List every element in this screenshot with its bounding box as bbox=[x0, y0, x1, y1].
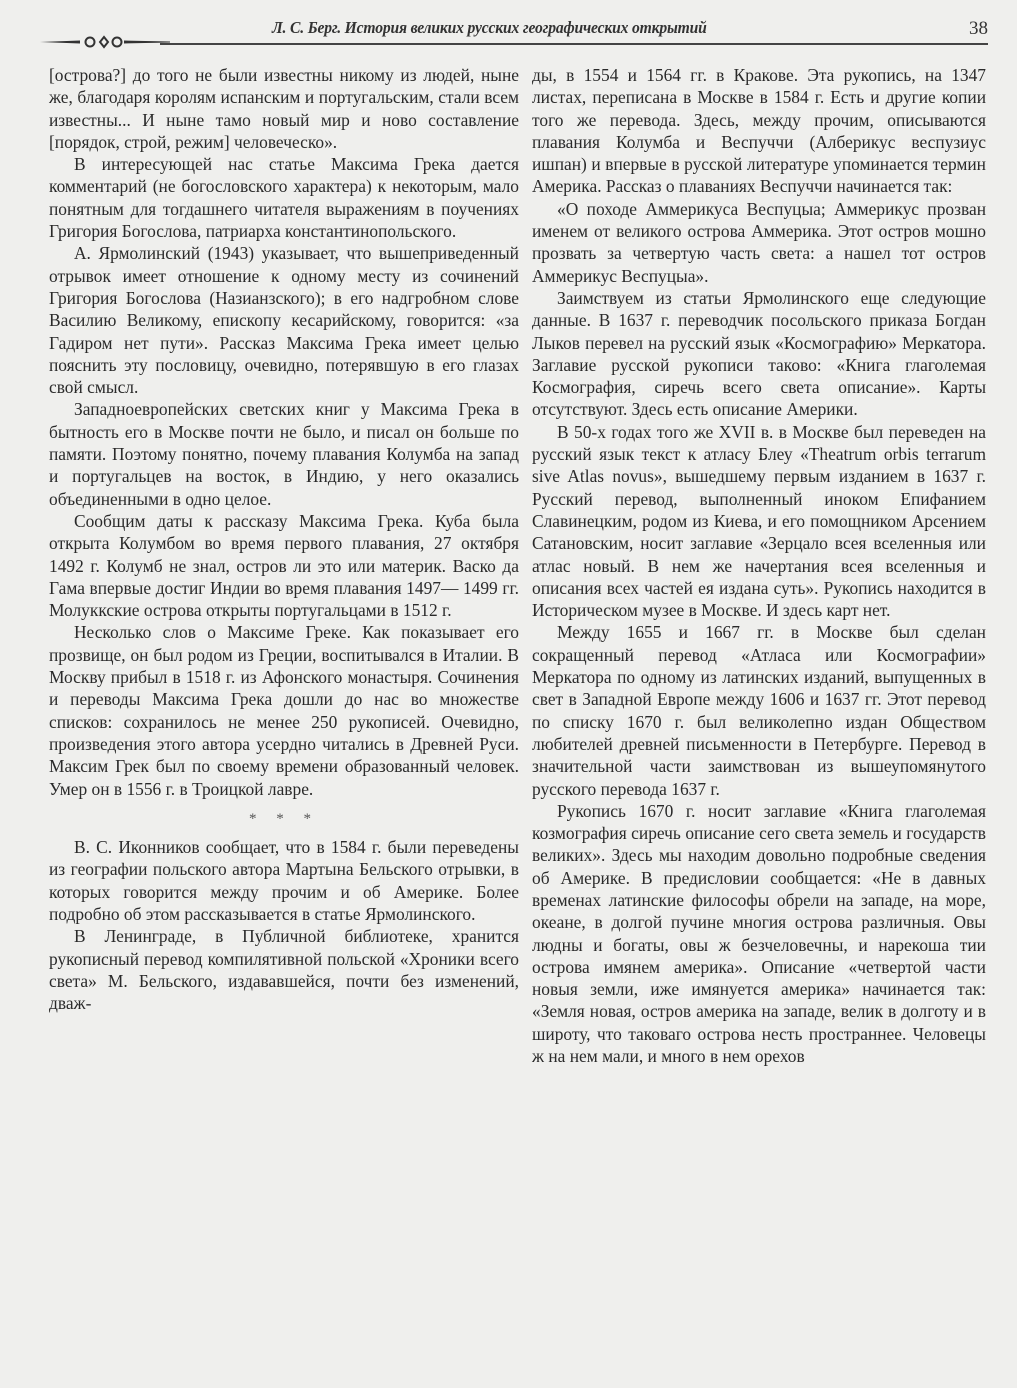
section-separator: * * * bbox=[249, 810, 319, 827]
page-header bbox=[40, 16, 988, 46]
paragraph: В. С. Иконников сообщает, что в 1584 г. были переведены из географии польского автора Мартына Бельского отрывки, в которых говорится между прочим и об Америке. Более подробно об этом рассказывается в статье Ярмолинского. bbox=[49, 837, 519, 924]
paragraph: ды, в 1554 и 1564 гг. в Кракове. Эта рукопись, на 1347 листах, переписана в Москве в 1584 г. Есть и другие копии того же перевода. Здесь, между прочим, описываются плавания Колумба и Веспуччи (Алберикус веспузиус ишпан) и впервые в русской литературе упоминается термин Америка. Рассказ о плаваниях Веспуччи начинается так: bbox=[532, 65, 986, 197]
left-column bbox=[49, 64, 519, 1014]
decorative-ornament-icon bbox=[40, 35, 170, 49]
paragraph: Между 1655 и 1667 гг. в Москве был сделан сокращенный перевод «Атласа или Космографии» Меркатора по одному из латинских изданий, выпущенных в свет в Западной Европе между 1606 и 1637 гг. Этот перевод по списку 1670 г. был великолепно издан Обществом любителей древней письменности в Петербурге. Перевод в значительной части заимствован из вышеупомянутого русского перевода 1637 г. bbox=[532, 622, 986, 799]
paragraph: [острова?] до того не были известны никому из людей, ныне же, благодаря королям испанским и португальским, стали всем известны... И ныне тамо новый мир и ново составление [порядок, строй, режим] человеческо». bbox=[49, 65, 519, 152]
paragraph: Западноевропейских светских книг у Максима Грека в бытность его в Москве почти не было, и писал он больше по памяти. Поэтому понятно, почему плавания Колумба на запад и португальцев на восток, в Индию, у него оказались объединенными в одно целое. bbox=[49, 399, 519, 509]
paragraph: Рукопись 1670 г. носит заглавие «Книга глаголемая козмография сиречь описание сего света земель и государств великих». Здесь мы находим довольно подробные сведения об Америке. В предисловии сообщается: «Не в давных временах латинские философы обрели на западе, на море, океане, в долгой пучине многия острова различныя. Овы людны и богаты, овы ж безчеловечны, и нарекоша тии острова имянем америка». Описание «четвертой части новыя земли, иже имянуется америка» начинается так: «Земля новая, остров америка на западе, велик в долготу и в широту, что таковаго острова несть пространнее. Человецы ж на нем мали, и много в нем орехов bbox=[532, 800, 986, 1067]
paragraph: В интересующей нас статье Максима Грека дается комментарий (не богословского характера) к некоторым, мало понятным для тогдашнего читателя выражениям в поучениях Григория Богослова, патриарха константинопольского. bbox=[49, 154, 519, 242]
paragraph: Сообщим даты к рассказу Максима Грека. Куба была открыта Колумбом во время первого плавания, 27 октября 1492 г. Колумб не знал, остров ли это или материк. Васко да Гама впервые достиг Индии во время плавания 1497— 1499 гг. Молуккские острова открыты португальцами в 1512 г. bbox=[49, 510, 519, 621]
paragraph: «О походе Аммерикуса Веспуцыа; Аммерикус прозван именем от великого острова Аммерика. Этот остров мошно прозвать за четвертую часть света: а нашел тот остров Аммерикус Веспуцыа». bbox=[532, 198, 986, 286]
page-number: 38 bbox=[969, 18, 988, 39]
paragraph: В 50-х годах того же XVII в. в Москве был переведен на русский язык текст к атласу Блеу «Theatrum orbis terrarum sive Atlas novus», вышедшему первым изданием в 1637 г. Русский перевод, выполненный иноком Епифанием Славинецким, родом из Киева, и его помощником Арсением Сатановским, носит заглавие «Зерцало всея вселенныя или атлас новый. В нем же начертания всея вселенныя и описания всех частей ея издана суть». Рукопись находится в Историческом музее в Москве. И здесь карт нет. bbox=[532, 421, 986, 621]
header-rule bbox=[160, 43, 988, 45]
paragraph: Несколько слов о Максиме Греке. Как показывает его прозвище, он был родом из Греции, воспитывался в Италии. В Москву прибыл в 1518 г. из Афонского монастыря. Сочинения и переводы Максима Грека дошли до нас во множестве списков: сохранилось не менее 250 рукописей. Очевидно, произведения этого автора усердно читались в Древней Руси. Максим Грек был по своему времени образованный человек. Умер он в 1556 г. в Троицкой лавре. bbox=[49, 622, 519, 799]
paragraph: А. Ярмолинский (1943) указывает, что вышеприведенный отрывок имеет отношение к одному месту из сочинений Григория Богослова (Назианзского); в его надгробном слове Василию Великому, епископу кесарийскому, говорится: «за Гадиром нет пути». Рассказ Максима Грека имеет целью пояснить эту пословицу, очевидно, потерявшую в его глазах свой смысл. bbox=[49, 243, 519, 398]
paragraph: В Ленинграде, в Публичной библиотеке, хранится рукописный перевод компилятивной польской «Хроники всего света» М. Бельского, издававшейся, почти без изменений, дваж- bbox=[49, 926, 519, 1014]
paragraph: Заимствуем из статьи Ярмолинского еще следующие данные. В 1637 г. переводчик посольского приказа Богдан Лыков перевел на русский язык «Космографию» Меркатора. Заглавие русской рукописи таково: «Книга глаголемая Космография, сиречь всего света описание». Карты отсутствуют. Здесь есть описание Америки. bbox=[532, 287, 986, 420]
right-column bbox=[532, 64, 986, 1067]
running-title: Л. С. Берг. История великих русских географических открытий bbox=[272, 18, 707, 37]
